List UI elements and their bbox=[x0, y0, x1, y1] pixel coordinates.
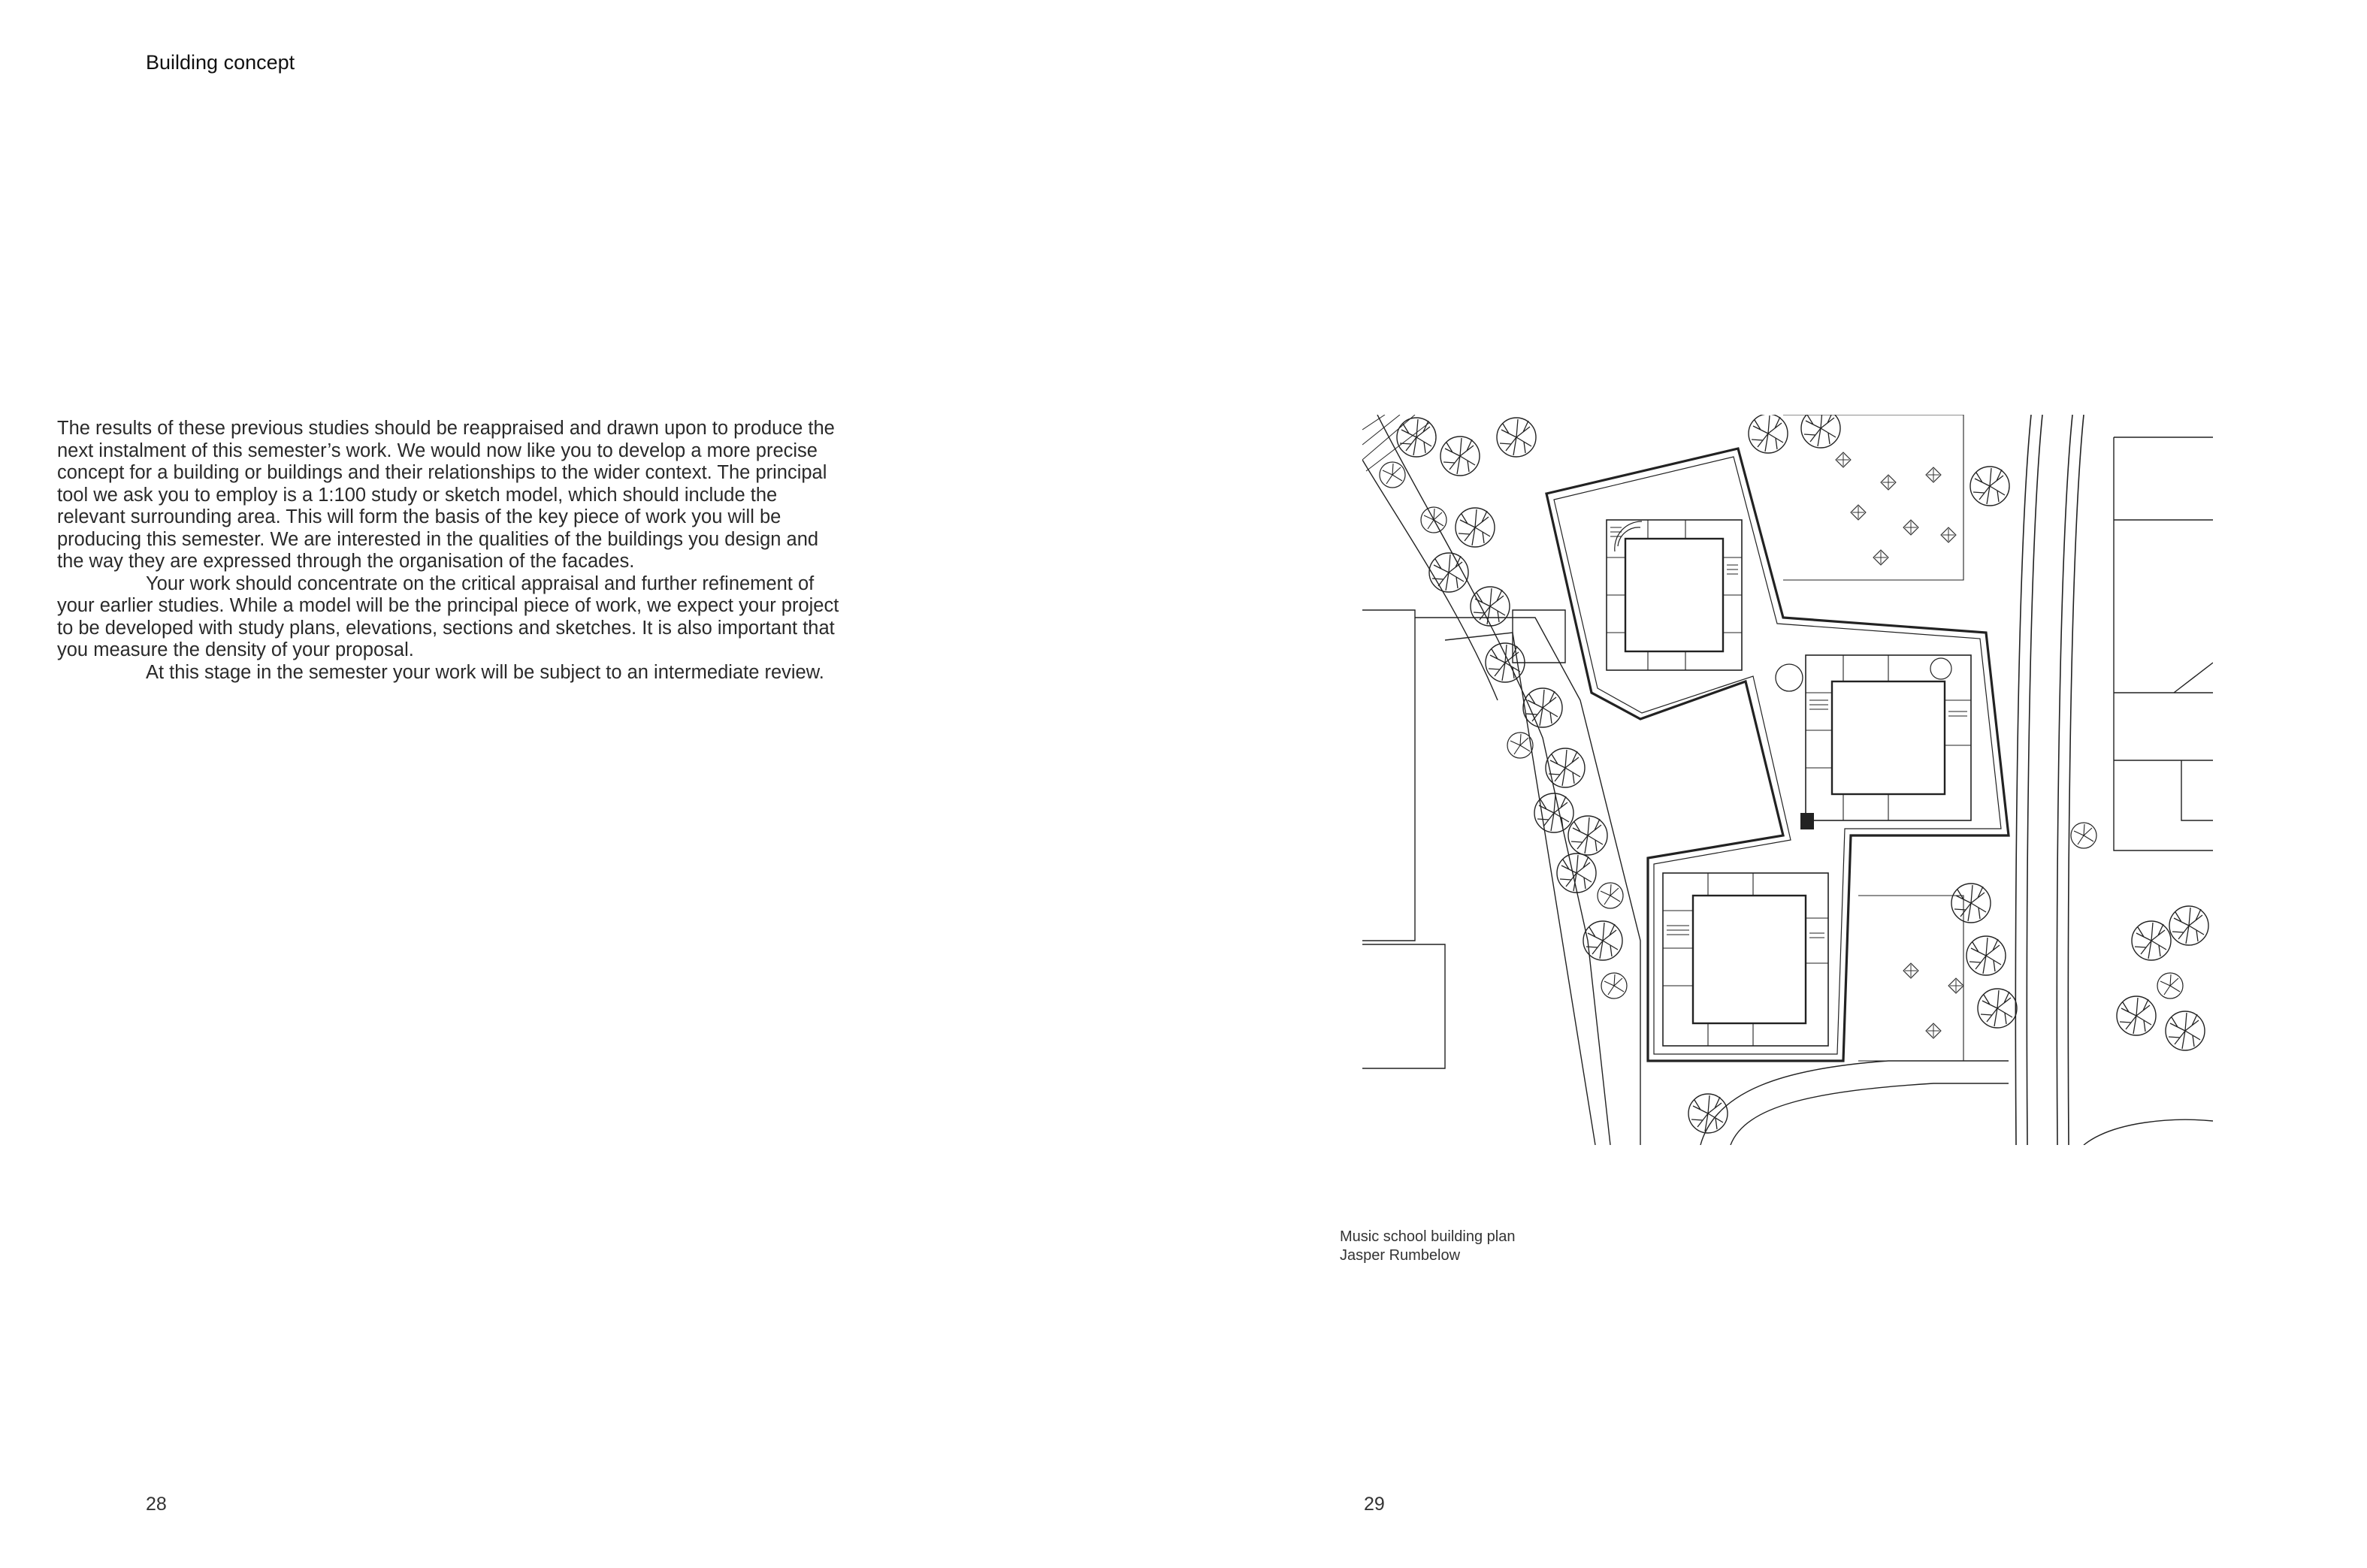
section-title: Building concept bbox=[146, 51, 295, 74]
page-number-right: 29 bbox=[1364, 1494, 1385, 1515]
body-text bbox=[57, 418, 846, 684]
paragraph-3: At this stage in the semester your work will be subject to an intermediate review. bbox=[146, 661, 824, 683]
caption-author: Jasper Rumbelow bbox=[1340, 1247, 1461, 1264]
paragraph-2: Your work should concentrate on the critical appraisal and further refinement of your earlier studies. While a model will be the principal piece of work, we expect your project to be developed with study plans, elevations, sections and sketches. It is also important that you measure the density of your proposal. bbox=[57, 573, 839, 660]
paragraph-1: The results of these previous studies should be reappraised and drawn upon to produce the next instalment of this semester’s work. We would now like you to develop a more precise concept for a building or buildings and their relationships to the wider context. The principal tool we ask you to employ is a 1:100 study or sketch model, which should include the relevant surrounding area. This will form the basis of the key piece of work you will be producing this semester. We are interested in the qualities of the buildings you design and the way they are expressed through the organisation of the facades. bbox=[57, 418, 835, 572]
site-plan-drawing-icon bbox=[1362, 415, 2213, 1145]
page-number-left: 28 bbox=[146, 1494, 167, 1515]
figure-caption bbox=[1340, 1228, 1515, 1265]
caption-title: Music school building plan bbox=[1340, 1228, 1516, 1245]
right-page bbox=[1184, 0, 2367, 1568]
